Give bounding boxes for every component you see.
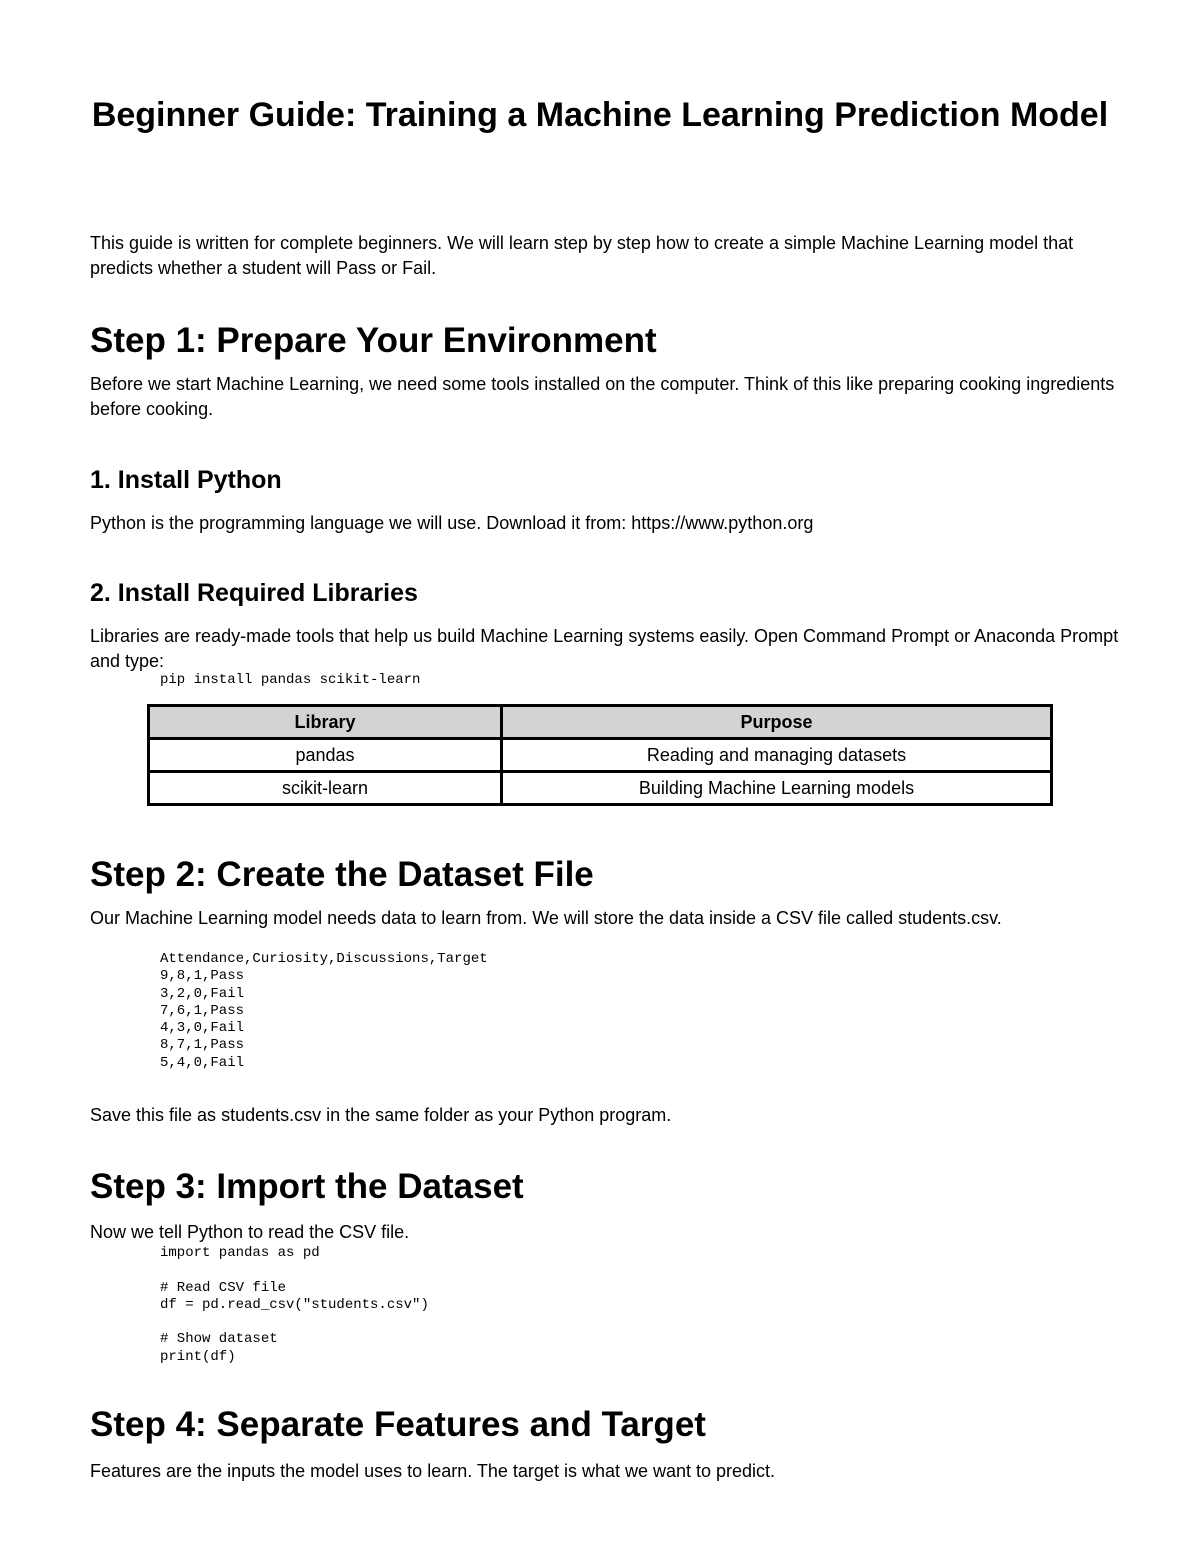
- step3-heading: Step 3: Import the Dataset: [90, 1167, 524, 1206]
- step3-paragraph: Now we tell Python to read the CSV file.: [90, 1222, 410, 1242]
- table-cell-purpose: Reading and managing datasets: [502, 739, 1052, 772]
- step1-paragraph: Before we start Machine Learning, we need some tools installed on the computer. Think of this like preparing cooking ingredients before cooking.: [90, 374, 1115, 419]
- install-libraries-paragraph: Libraries are ready-made tools that help us build Machine Learning systems easily. Open Command Prompt or Anaconda Prompt and type:: [90, 626, 1119, 671]
- table-row: [149, 772, 1052, 805]
- step4-paragraph: Features are the inputs the model uses to learn. The target is what we want to predict.: [90, 1461, 776, 1481]
- save-file-note: Save this file as students.csv in the same folder as your Python program.: [90, 1105, 672, 1125]
- table-cell-library: scikit-learn: [149, 772, 502, 805]
- import-dataset-code: import pandas as pd # Read CSV file df = pd.read_csv("students.csv") # Show dataset print(df): [160, 1245, 429, 1365]
- libraries-table: [147, 704, 1053, 806]
- pip-install-code: pip install pandas scikit-learn: [160, 672, 421, 688]
- table-header-row: [149, 706, 1052, 739]
- document-title: Beginner Guide: Training a Machine Learning Prediction Model: [91, 96, 1109, 134]
- step2-heading: Step 2: Create the Dataset File: [90, 855, 594, 894]
- table-row: [149, 739, 1052, 772]
- install-python-paragraph: Python is the programming language we will use. Download it from: https://www.python.org: [90, 513, 814, 533]
- install-python-heading: 1. Install Python: [90, 466, 282, 494]
- table-header-purpose: Purpose: [502, 706, 1052, 739]
- table-cell-purpose: Building Machine Learning models: [502, 772, 1052, 805]
- step4-heading: Step 4: Separate Features and Target: [90, 1405, 706, 1444]
- step1-heading: Step 1: Prepare Your Environment: [90, 321, 657, 360]
- intro-paragraph: This guide is written for complete beginners. We will learn step by step how to create a simple Machine Learning model that predicts whether a student will Pass or Fail.: [90, 233, 1074, 278]
- dataset-csv-code: Attendance,Curiosity,Discussions,Target 9,8,1,Pass 3,2,0,Fail 7,6,1,Pass 4,3,0,Fail 8,7,1,Pass 5,4,0,Fail: [160, 951, 488, 1071]
- install-libraries-heading: 2. Install Required Libraries: [90, 579, 418, 607]
- step2-paragraph: Our Machine Learning model needs data to learn from. We will store the data inside a CSV file called students.csv.: [90, 908, 1002, 928]
- table-cell-library: pandas: [149, 739, 502, 772]
- table-header-library: Library: [149, 706, 502, 739]
